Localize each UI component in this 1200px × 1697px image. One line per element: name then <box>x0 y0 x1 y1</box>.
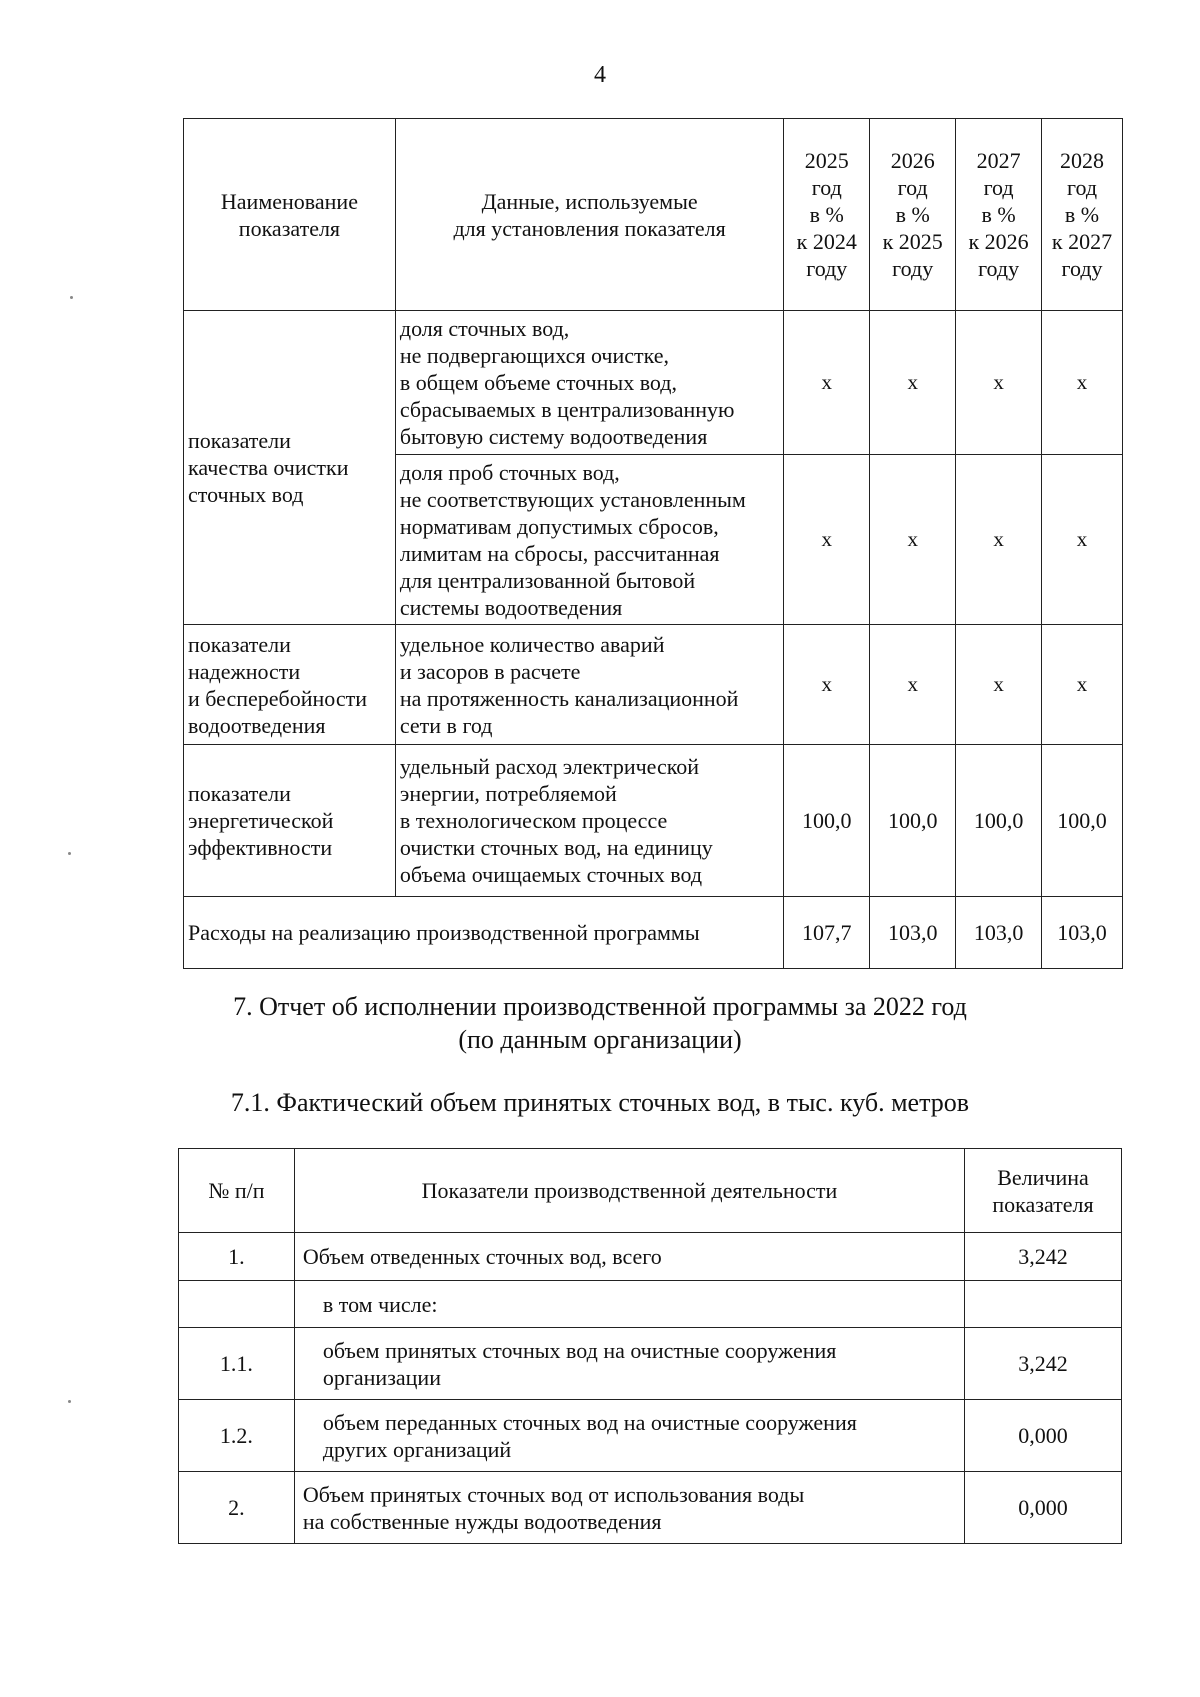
value-cell: х <box>784 311 870 455</box>
text-line: очистки сточных вод, на единицу <box>399 835 713 860</box>
total-value: 103,0 <box>1042 897 1123 969</box>
table-row <box>179 1281 1122 1328</box>
text-line: Объем отведенных сточных вод, всего <box>302 1244 662 1269</box>
table-header-row <box>184 119 1123 311</box>
header-line: 2026 <box>890 148 935 173</box>
text-line: на протяженность канализационной <box>399 685 739 711</box>
row-value: 0,000 <box>965 1400 1122 1472</box>
header-line: 2025 <box>804 148 849 173</box>
header-line: в % <box>809 202 844 227</box>
text-line: системы водоотведения <box>399 594 623 620</box>
value-cell: 100,0 <box>784 745 870 897</box>
text-line: надежности <box>188 658 301 684</box>
text-line: энергетической <box>188 808 334 833</box>
value-cell: х <box>956 625 1042 745</box>
header-indicator-name <box>184 119 396 311</box>
table-header-row <box>179 1149 1122 1233</box>
value-cell: 100,0 <box>956 745 1042 897</box>
value-cell: х <box>870 455 956 625</box>
text-line: качества очистки <box>188 455 349 480</box>
indicators-table <box>183 118 1123 969</box>
header-line: в % <box>1064 202 1100 227</box>
header-line: показателя <box>238 215 341 241</box>
indicator-group-name <box>184 625 396 745</box>
row-value <box>965 1281 1122 1328</box>
row-text <box>294 1400 964 1472</box>
text-line: объем переданных сточных вод на очистные сооружения <box>322 1409 857 1435</box>
text-line: эффективности <box>188 835 333 860</box>
row-text <box>294 1328 964 1400</box>
row-value: 3,242 <box>965 1233 1122 1281</box>
row-value: 3,242 <box>965 1328 1122 1400</box>
text-line: энергии, потребляемой <box>399 781 617 806</box>
page-number: 4 <box>594 62 606 88</box>
header-line: год <box>983 175 1014 200</box>
row-number: 2. <box>179 1472 295 1544</box>
header-year-2027 <box>956 119 1042 311</box>
header-year-2028 <box>1042 119 1123 311</box>
header-line: год <box>1067 175 1098 200</box>
row-text <box>294 1472 964 1544</box>
text-line: удельный расход электрической <box>399 754 700 779</box>
text-line: сточных вод <box>188 482 304 507</box>
text-line: в технологическом процессе <box>399 808 668 833</box>
header-line: году <box>978 256 1020 281</box>
header-year-2026 <box>870 119 956 311</box>
text-line: сбрасываемых в централизованную <box>399 397 735 422</box>
header-line: показателя <box>992 1191 1094 1217</box>
subsection-heading: 7.1. Фактический объем принятых сточных вод, в тыс. куб. метров <box>230 1088 970 1117</box>
header-line: Наименование <box>220 188 358 214</box>
value-cell: х <box>956 311 1042 455</box>
text-line: объем принятых сточных вод на очистные сооружения <box>322 1337 837 1363</box>
header-value <box>965 1149 1122 1233</box>
value-cell: х <box>1042 625 1123 745</box>
table-row <box>179 1472 1122 1544</box>
header-line: 2027 <box>976 148 1021 173</box>
text-line: сети в год <box>399 712 493 738</box>
value-cell: х <box>870 311 956 455</box>
header-line: году <box>806 256 848 281</box>
value-cell: х <box>1042 455 1123 625</box>
text-line: доля проб сточных вод, <box>399 459 620 485</box>
table-row <box>179 1400 1122 1472</box>
header-line: Данные, используемые <box>481 188 698 214</box>
table-row <box>184 311 1123 455</box>
text-line: и бесперебойности <box>188 685 367 711</box>
header-year-2025 <box>784 119 870 311</box>
indicator-group-name <box>184 745 396 897</box>
row-value: 0,000 <box>965 1472 1122 1544</box>
scan-speck <box>70 296 73 299</box>
text-line: других организаций <box>322 1436 512 1462</box>
header-line: год <box>811 175 842 200</box>
value-cell: х <box>784 625 870 745</box>
text-line: показатели <box>188 781 291 806</box>
header-line: к 2026 <box>968 229 1029 254</box>
heading-line: (по данным организации) <box>458 1025 742 1054</box>
section-heading <box>0 990 1200 1056</box>
total-label: Расходы на реализацию производственной программы <box>184 897 784 969</box>
text-line: удельное количество аварий <box>399 631 665 657</box>
value-cell: х <box>784 455 870 625</box>
text-line: для централизованной бытовой <box>399 567 696 593</box>
text-line: нормативам допустимых сбросов, <box>399 513 719 539</box>
value-cell: 100,0 <box>1042 745 1123 897</box>
row-number <box>179 1281 295 1328</box>
header-number: № п/п <box>179 1149 295 1233</box>
value-cell: х <box>1042 311 1123 455</box>
indicator-group-name <box>184 311 396 625</box>
value-cell: 100,0 <box>870 745 956 897</box>
total-value: 107,7 <box>784 897 870 969</box>
total-value: 103,0 <box>956 897 1042 969</box>
indicator-description <box>395 311 783 455</box>
row-text <box>294 1281 964 1328</box>
header-line: 2028 <box>1060 148 1105 173</box>
header-line: в % <box>895 202 930 227</box>
text-line: доля сточных вод, <box>399 316 570 341</box>
row-text <box>294 1233 964 1281</box>
header-indicator-data <box>395 119 783 311</box>
header-line: к 2027 <box>1051 229 1113 254</box>
header-line: году <box>892 256 934 281</box>
row-number: 1.1. <box>179 1328 295 1400</box>
text-line: лимитам на сбросы, рассчитанная <box>399 540 720 566</box>
indicator-description <box>395 455 783 625</box>
table-row <box>179 1328 1122 1400</box>
total-value: 103,0 <box>870 897 956 969</box>
text-line: объема очищаемых сточных вод <box>399 862 703 887</box>
scan-speck <box>68 1400 71 1403</box>
value-cell: х <box>870 625 956 745</box>
header-line: году <box>1061 256 1103 281</box>
text-line: не подвергающихся очистке, <box>399 343 670 368</box>
text-line: на собственные нужды водоотведения <box>302 1508 662 1534</box>
indicator-description <box>395 745 783 897</box>
value-cell: х <box>956 455 1042 625</box>
row-number: 1. <box>179 1233 295 1281</box>
header-indicator: Показатели производственной деятельности <box>294 1149 964 1233</box>
total-row <box>184 897 1123 969</box>
heading-line: 7. Отчет об исполнении производственной программы за 2022 год <box>233 992 967 1021</box>
text-line: показатели <box>188 631 291 657</box>
text-line: и засоров в расчете <box>399 658 581 684</box>
header-line: год <box>897 175 928 200</box>
wastewater-volume-table <box>178 1148 1122 1544</box>
scan-speck <box>68 852 71 855</box>
text-line: показатели <box>188 428 291 453</box>
header-line: для установления показателя <box>453 215 726 241</box>
text-line: водоотведения <box>188 712 326 738</box>
header-line: к 2025 <box>882 229 943 254</box>
header-line: в % <box>981 202 1016 227</box>
indicator-description <box>395 625 783 745</box>
row-number: 1.2. <box>179 1400 295 1472</box>
text-line: бытовую систему водоотведения <box>399 424 708 449</box>
header-line: к 2024 <box>796 229 857 254</box>
text-line: организации <box>322 1364 441 1390</box>
table-row <box>184 745 1123 897</box>
text-line: в том числе: <box>322 1291 438 1317</box>
table-row <box>179 1233 1122 1281</box>
text-line: не соответствующих установленным <box>399 486 746 512</box>
header-line: Величина <box>997 1164 1089 1190</box>
text-line: Объем принятых сточных вод от использования воды <box>302 1481 805 1507</box>
text-line: в общем объеме сточных вод, <box>399 370 677 395</box>
table-row <box>184 625 1123 745</box>
